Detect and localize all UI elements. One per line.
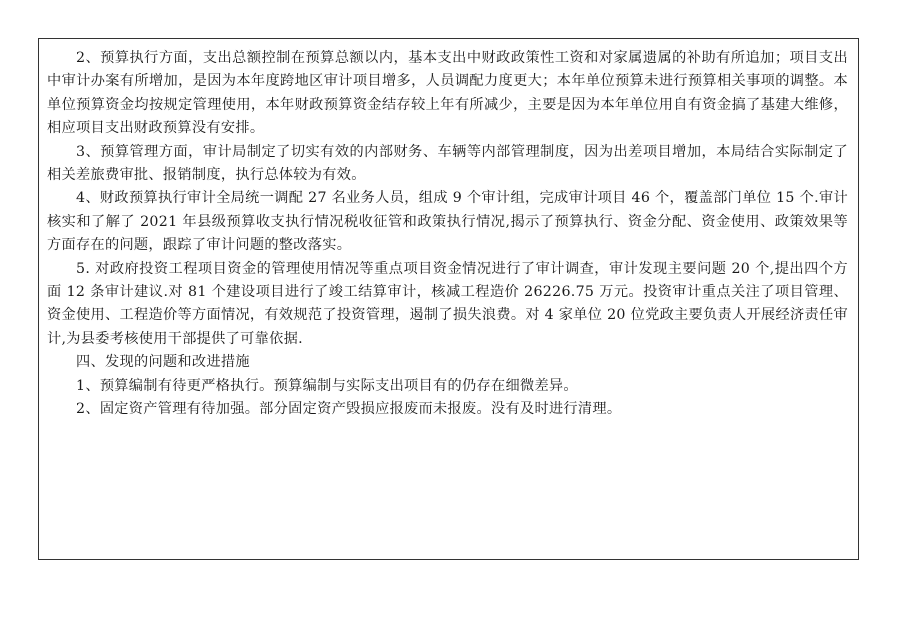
paragraph-fiscal-audit: 4、财政预算执行审计全局统一调配 27 名业务人员，组成 9 个审计组，完成审计项目 46 个，覆盖部门单位 15 个.审计核实和了解了 2021 年县级预算收支执行情况税收征管和政策执行情况,揭示了预算执行、资金分配、资金使用、政策效果等方面存在的问题，跟踪了审计问题的整改落实。 [47,190,848,254]
paragraph-problem-2: 2、固定资产管理有待加强。部分固定资产毁损应报废而未报废。没有及时进行清理。 [76,401,622,418]
paragraph-budget-execution: 2、预算执行方面，支出总额控制在预算总额以内，基本支出中财政政策性工资和对家属遗属的补助有所追加；项目支出中审计办案有所增加，是因为本年度跨地区审计项目增多，人员调配力度更大；本年单位预算未进行预算相关事项的调整。本单位预算资金均按规定管理使用，本年财政预算资金结存较上年有所减少，主要是因为本年单位用自有资金搞了基建大维修，相应项目支出财政预算没有安排。 [47,50,848,137]
paragraph-investment-audit: 5. 对政府投资工程项目资金的管理使用情况等重点项目资金情况进行了审计调查，审计发现主要问题 20 个,提出四个方面 12 条审计建议.对 81 个建设项目进行了竣工结算审计，核减工程造价 26226.75 万元。投资审计重点关注了项目管理、资金使用、工程造价等方面情况，有效规范了投资管理，遏制了损失浪费。对 4 家单位 20 位党政主要负责人开展经济责任审计,为县委考核使用干部提供了可靠依据. [47,260,848,347]
document-body [47,47,848,422]
document-frame [38,38,859,560]
paragraph-problem-1: 1、预算编制有待更严格执行。预算编制与实际支出项目有的仍存在细微差异。 [76,377,578,394]
paragraph-budget-management: 3、预算管理方面，审计局制定了切实有效的内部财务、车辆等内部管理制度，因为出差项目增加，本局结合实际制定了相关差旅费审批、报销制度，执行总体较为有效。 [47,143,848,184]
section-heading-problems: 四、发现的问题和改进措施 [76,354,250,371]
